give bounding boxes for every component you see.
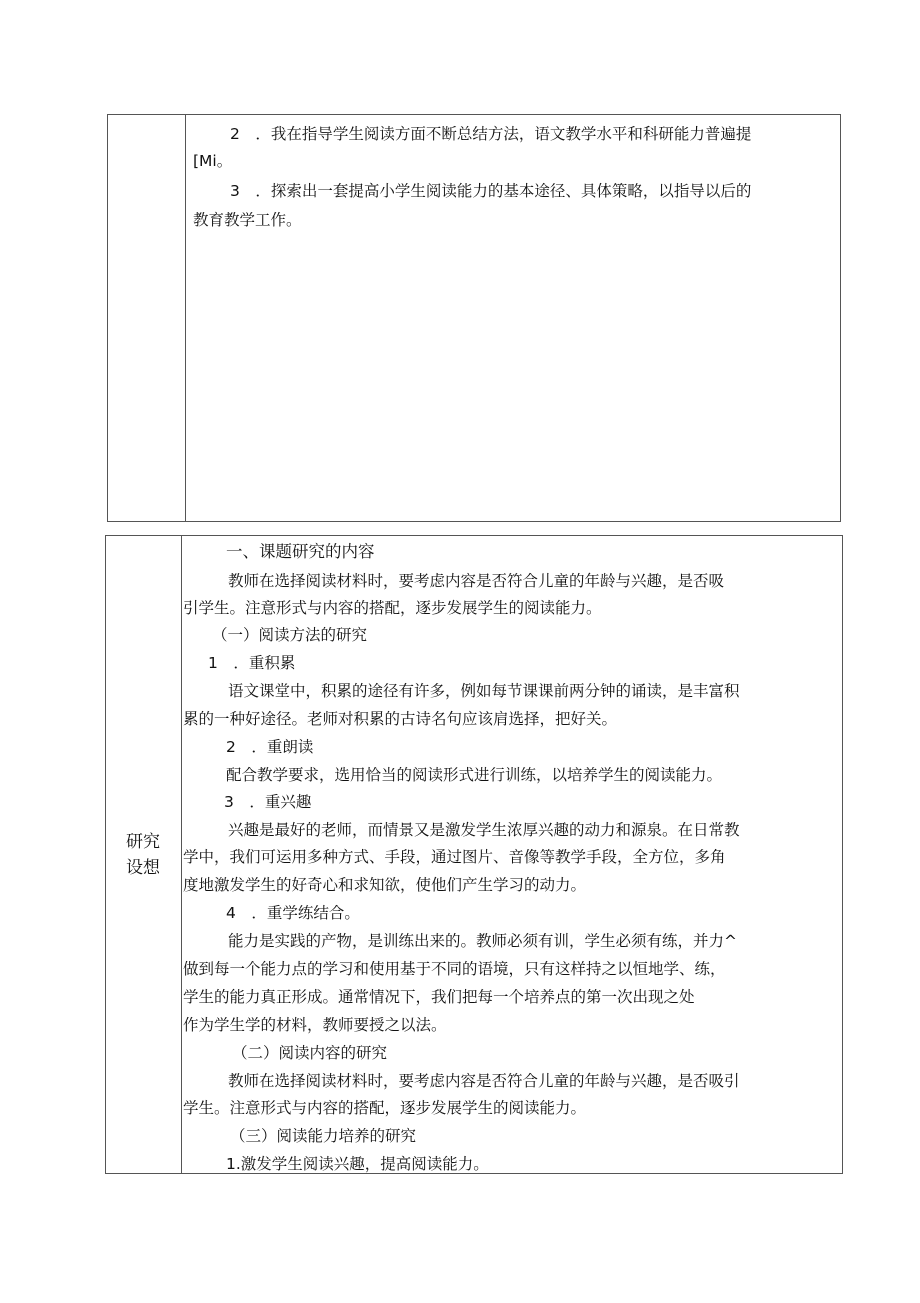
- paragraph-line: 作为学生学的材料，教师要授之以法。: [183, 1016, 447, 1034]
- section-heading: 一、课题研究的内容: [226, 542, 375, 561]
- paragraph-line: 学生。注意形式与内容的搭配，逐步发展学生的阅读能力。: [183, 1099, 587, 1117]
- item-heading: 3 ．重兴趣: [224, 793, 312, 811]
- paragraph-line: 兴趣是最好的老师，而情景又是激发学生浓厚兴趣的动力和源泉。在日常教: [228, 821, 740, 839]
- paragraph-line: 教师在选择阅读材料时，要考虑内容是否符合儿童的年龄与兴趣，是否吸: [228, 572, 725, 590]
- paragraph-line: 引学生。注意形式与内容的搭配，逐步发展学生的阅读能力。: [183, 599, 602, 617]
- subsection-heading: （一）阅读方法的研究: [212, 626, 368, 644]
- paragraph-line: 学中，我们可运用多种方式、手段，通过图片、音像等教学手段，全方位，多角: [183, 848, 726, 866]
- subsection-heading: （二）阅读内容的研究: [232, 1044, 388, 1062]
- result-item-2: 2 ．我在指导学生阅读方面不断总结方法，语文教学水平和科研能力普遍提: [230, 125, 752, 143]
- column-divider: [185, 115, 186, 521]
- item-heading: 1.激发学生阅读兴趣，提高阅读能力。: [226, 1155, 489, 1173]
- paragraph-line: 累的一种好途径。老师对积累的古诗名句应该肩选择，把好关。: [183, 710, 618, 728]
- subsection-heading: （三）阅读能力培养的研究: [230, 1127, 417, 1145]
- paragraph-line: 语文课堂中，积累的途径有许多，例如每节课课前两分钟的诵读，是丰富积: [228, 682, 740, 700]
- paragraph-line: 度地激发学生的好奇心和求知欲，使他们产生学习的动力。: [183, 876, 587, 894]
- paragraph-line: 教师在选择阅读材料时，要考虑内容是否符合儿童的年龄与兴趣，是否吸引: [228, 1072, 740, 1090]
- result-item-3-cont: 教育教学工作。: [193, 211, 302, 229]
- item-heading: 4 ．重学练结合。: [226, 904, 360, 922]
- paragraph-line: 做到每一个能力点的学习和使用基于不同的语境，只有这样持之以恒地学、练，: [183, 960, 726, 978]
- section-label-line1: 研究: [126, 832, 160, 852]
- result-item-2-cont: [Mi。: [193, 152, 233, 170]
- item-heading: 1 ．重积累: [208, 654, 296, 672]
- table-results: [107, 114, 841, 522]
- paragraph-line: 能力是实践的产物，是训练出来的。教师必须有训，学生必须有练，并力^: [228, 932, 737, 950]
- paragraph-line: 学生的能力真正形成。通常情况下，我们把每一个培养点的第一次出现之处: [183, 988, 695, 1006]
- column-divider: [181, 536, 182, 1173]
- section-label-line2: 设想: [126, 858, 160, 878]
- paragraph-line: 配合教学要求，选用恰当的阅读形式进行训练，以培养学生的阅读能力。: [226, 766, 723, 784]
- item-heading: 2 ．重朗读: [226, 738, 314, 756]
- result-item-3: 3 ．探索出一套提高小学生阅读能力的基本途径、具体策略，以指导以后的: [230, 182, 752, 200]
